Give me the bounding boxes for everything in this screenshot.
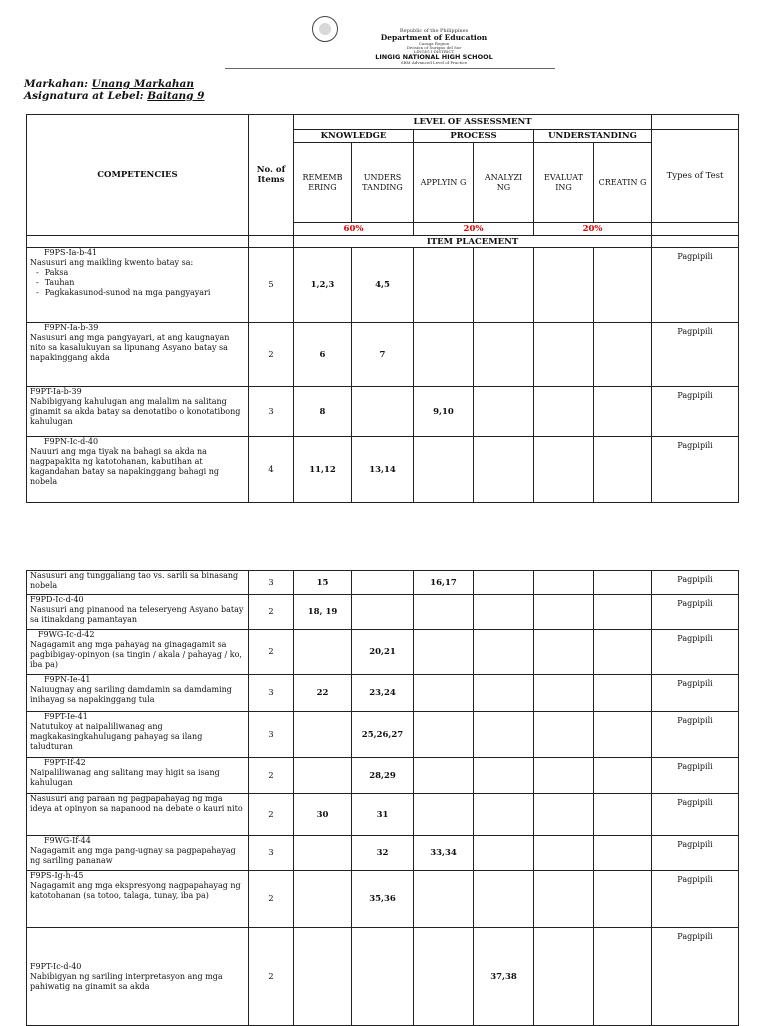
type-of-test-cell: Pagpipili [652,437,739,503]
understanding-items-cell: 35,36 [352,871,414,928]
understanding-col-header: UNDERS TANDING [352,143,414,223]
competency-cell [27,387,249,437]
competency-text: Nagagamit ang mga pang-ugnay sa pagpapahayag ng sariling pananaw [30,846,236,865]
competency-cell [27,758,249,794]
competency-text: Nasusuri ang mga pangyayari, at ang kaugnayan nito sa kasalukuyan sa lipunang Asyano batay sa napakinggang akda [30,333,230,362]
no-of-items-cell: 3 [249,836,294,871]
applying-header: APPLYIN G [414,143,474,223]
competency-cell [27,836,249,871]
remembering-items-cell: 22 [294,675,352,712]
evaluating-items-cell [534,871,594,928]
letterhead [0,0,768,74]
no-of-items-cell: 2 [249,758,294,794]
pct-understanding: 20% [534,223,652,236]
competency-row [27,248,739,323]
competency-row [27,928,739,1026]
competency-row [27,675,739,712]
applying-items-cell: 16,17 [414,571,474,595]
applying-items-cell: 9,10 [414,387,474,437]
creating-header: CREATIN G [594,143,652,223]
competency-cell [27,437,249,503]
competency-row [27,387,739,437]
deped-seal-icon [312,16,338,42]
item-placement-header: ITEM PLACEMENT [294,236,652,248]
evaluating-items-cell [534,323,594,387]
analyzing-items-cell [474,437,534,503]
competency-text: Nasusuri ang pinanood na teleseryeng Asyano batay sa itinakdang pamantayan [30,605,244,624]
competency-row [27,758,739,794]
blank-placement-cell [27,236,249,248]
competency-row [27,871,739,928]
remembering-items-cell [294,836,352,871]
type-of-test-cell: Pagpipili [652,758,739,794]
understanding-items-cell: 25,26,27 [352,712,414,758]
creating-items-cell [594,836,652,871]
remembering-header: REMEMB ERING [294,143,352,223]
evaluating-items-cell [534,595,594,630]
applying-items-cell [414,323,474,387]
competency-subtopic: - Paksa [48,268,245,278]
no-of-items-cell: 4 [249,437,294,503]
creating-items-cell [594,712,652,758]
letterhead-division: Division of Surigao del Sur [406,45,462,50]
competency-code: F9PT-Ie-41 [44,712,88,721]
type-of-test-cell: Pagpipili [652,836,739,871]
competencies-header: COMPETENCIES [27,115,249,236]
competency-code: F9PS-Ia-b-41 [44,248,98,257]
no-of-items-cell: 2 [249,928,294,1026]
evaluating-items-cell [534,836,594,871]
no-of-items-cell: 3 [249,712,294,758]
evaluating-items-cell [534,712,594,758]
evaluating-items-cell [534,571,594,595]
applying-items-cell [414,675,474,712]
remembering-items-cell [294,630,352,675]
competency-cell [27,323,249,387]
blank-header-cell [652,115,739,130]
creating-items-cell [594,387,652,437]
no-of-items-cell: 2 [249,323,294,387]
process-header: PROCESS [414,130,534,143]
competency-text: Nasusuri ang tunggaliang tao vs. sarili sa binasang nobela [30,571,239,590]
creating-items-cell [594,248,652,323]
analyzing-items-cell [474,323,534,387]
applying-items-cell [414,758,474,794]
competency-code: F9PS-Ig-h-45 [30,871,84,880]
evaluating-items-cell [534,794,594,836]
competency-text: Natutukoy at naipaliliwanag ang magkakasingkahulugang pahayag sa ilang taludturan [30,722,203,751]
competency-subtopics [30,268,245,298]
competency-code: F9PN-Ia-b-39 [44,323,99,332]
creating-items-cell [594,571,652,595]
applying-items-cell [414,871,474,928]
understanding-items-cell: 20,21 [352,630,414,675]
analyzing-items-cell [474,630,534,675]
type-of-test-cell: Pagpipili [652,387,739,437]
applying-items-cell: 33,34 [414,836,474,871]
competency-code: F9PT-Ic-d-40 [30,961,82,971]
letterhead-region: Caraga Region [418,41,450,46]
competency-text: Nagagamit ang mga ekspresyong nagpapahayag ng katotohanan (sa totoo, talaga, tunay, iba pa) [30,881,241,900]
competency-row [27,437,739,503]
evaluating-items-cell [534,437,594,503]
analyzing-items-cell [474,387,534,437]
letterhead-tagline: SBM Advanced Level of Practice [400,60,468,65]
remembering-items-cell: 6 [294,323,352,387]
competency-row [27,571,739,595]
competency-text: Nasusuri ang paraan ng pagpapahayag ng mga ideya at opinyon sa napanood na debate o kauri nito [30,794,243,813]
creating-items-cell [594,871,652,928]
applying-items-cell [414,794,474,836]
remembering-items-cell [294,928,352,1026]
remembering-items-cell [294,712,352,758]
understanding-items-cell [352,928,414,1026]
applying-items-cell [414,248,474,323]
remembering-items-cell [294,758,352,794]
understanding-items-cell: 4,5 [352,248,414,323]
competency-row [27,712,739,758]
tos-table-page2 [26,570,739,1026]
no-of-items-cell: 5 [249,248,294,323]
competency-code: F9PT-Ia-b-39 [30,387,82,396]
applying-items-cell [414,437,474,503]
remembering-items-cell: 30 [294,794,352,836]
analyzing-items-cell [474,675,534,712]
competency-code: F9PN-Ie-41 [44,675,91,684]
applying-items-cell [414,712,474,758]
understanding-items-cell: 23,24 [352,675,414,712]
no-of-items-cell: 3 [249,387,294,437]
evaluating-items-cell [534,248,594,323]
competency-cell [27,571,249,595]
tos-table-page1 [26,114,739,503]
type-of-test-cell: Pagpipili [652,928,739,1026]
understanding-items-cell [352,387,414,437]
competency-cell [27,675,249,712]
competency-text: Nabibigyang kahulugan ang malalim na salitang ginamit sa akda batay sa denotatibo o konotatibong kahulugan [30,397,241,426]
asignatura-line [24,90,204,102]
competency-cell [27,595,249,630]
creating-items-cell [594,437,652,503]
competency-text: Naipaliliwanag ang salitang may higit sa isang kahulugan [30,768,220,787]
competency-code: F9PD-Ic-d-40 [30,595,84,604]
competency-cell [27,630,249,675]
no-of-items-cell: 2 [249,595,294,630]
applying-items-cell [414,630,474,675]
analyzing-header: ANALYZI NG [474,143,534,223]
understanding-items-cell: 13,14 [352,437,414,503]
applying-items-cell [414,928,474,1026]
creating-items-cell [594,758,652,794]
no-of-items-cell: 2 [249,871,294,928]
type-of-test-cell: Pagpipili [652,675,739,712]
types-of-test-header: Types of Test [652,130,739,223]
competency-cell [27,712,249,758]
creating-items-cell [594,675,652,712]
evaluating-items-cell [534,675,594,712]
type-of-test-cell: Pagpipili [652,571,739,595]
competency-row [27,794,739,836]
asignatura-value: Baitang 9 [147,90,205,102]
type-of-test-cell: Pagpipili [652,794,739,836]
level-of-assessment-header: LEVEL OF ASSESSMENT [294,115,652,130]
remembering-items-cell: 15 [294,571,352,595]
understanding-items-cell [352,571,414,595]
markahan-value: Unang Markahan [91,78,194,90]
competency-text: Nabibigyan ng sariling interpretasyon ang mga pahiwatig na ginamit sa akda [30,971,223,991]
evaluating-items-cell [534,387,594,437]
letterhead-divider [225,68,555,69]
evaluating-items-cell [534,630,594,675]
competency-subtopic: - Pagkakasunod-sunod na mga pangyayari [48,288,245,298]
analyzing-items-cell [474,871,534,928]
competency-text: Nasusuri ang maikling kwento batay sa: [30,258,194,267]
understanding-header: UNDERSTANDING [534,130,652,143]
evaluating-items-cell [534,758,594,794]
competency-cell [27,928,249,1026]
remembering-items-cell: 8 [294,387,352,437]
type-of-test-cell: Pagpipili [652,595,739,630]
analyzing-items-cell [474,712,534,758]
competency-text: Naiuugnay ang sariling damdamin sa damdaming inihayag sa napakinggang tula [30,685,232,704]
competency-row [27,323,739,387]
understanding-items-cell: 31 [352,794,414,836]
blank-placement-cell [652,236,739,248]
creating-items-cell [594,630,652,675]
understanding-items-cell [352,595,414,630]
type-of-test-cell: Pagpipili [652,871,739,928]
type-of-test-cell: Pagpipili [652,323,739,387]
remembering-items-cell: 18, 19 [294,595,352,630]
creating-items-cell [594,323,652,387]
creating-items-cell [594,928,652,1026]
no-of-items-cell: 2 [249,630,294,675]
pct-process: 20% [414,223,534,236]
understanding-items-cell: 7 [352,323,414,387]
creating-items-cell [594,595,652,630]
blank-pct-cell [652,223,739,236]
letterhead-school: LINGIG NATIONAL HIGH SCHOOL [375,53,493,61]
type-of-test-cell: Pagpipili [652,248,739,323]
understanding-items-cell: 28,29 [352,758,414,794]
markahan-line [24,78,194,90]
remembering-items-cell: 11,12 [294,437,352,503]
analyzing-items-cell [474,571,534,595]
competency-code: F9WG-Ic-d-42 [38,630,95,639]
analyzing-items-cell: 37,38 [474,928,534,1026]
analyzing-items-cell [474,758,534,794]
blank-placement-cell [249,236,294,248]
creating-items-cell [594,794,652,836]
remembering-items-cell: 1,2,3 [294,248,352,323]
evaluating-header: EVALUAT ING [534,143,594,223]
analyzing-items-cell [474,595,534,630]
evaluating-items-cell [534,928,594,1026]
no-items-header: No. of Items [249,115,294,236]
analyzing-items-cell [474,836,534,871]
competency-code: F9PN-Ic-d-40 [44,437,99,446]
analyzing-items-cell [474,794,534,836]
remembering-items-cell [294,871,352,928]
applying-items-cell [414,595,474,630]
type-of-test-cell: Pagpipili [652,630,739,675]
competency-code: F9PT-If-42 [44,758,86,767]
competency-cell [27,794,249,836]
understanding-items-cell: 32 [352,836,414,871]
competency-row [27,595,739,630]
competency-text: Nagagamit ang mga pahayag na ginagagamit sa pagbibigay-opinyon (sa tingin / akala / pahayag / ko, iba pa) [30,640,242,669]
competency-code: F9WG-If-44 [44,836,91,845]
letterhead-district: LINGIG I DISTRICT [413,49,455,54]
type-of-test-cell: Pagpipili [652,712,739,758]
competency-cell [27,248,249,323]
no-of-items-cell: 3 [249,571,294,595]
competency-text: Nauuri ang mga tiyak na bahagi sa akda na nagpapakita ng katotohanan, kabutihan at kagandahan batay sa napakinggang bahagi ng nobela [30,447,220,486]
letterhead-republic: Republic of the Philippines [399,28,469,34]
markahan-label: Markahan: [24,78,88,90]
competency-subtopic: - Tauhan [48,278,245,288]
competency-row [27,630,739,675]
asignatura-label: Asignatura at Lebel: [24,90,144,102]
letterhead-department: Department of Education [380,33,488,42]
no-of-items-cell: 2 [249,794,294,836]
competency-row [27,836,739,871]
competency-cell [27,871,249,928]
analyzing-items-cell [474,248,534,323]
pct-knowledge: 60% [294,223,414,236]
no-of-items-cell: 3 [249,675,294,712]
knowledge-header: KNOWLEDGE [294,130,414,143]
